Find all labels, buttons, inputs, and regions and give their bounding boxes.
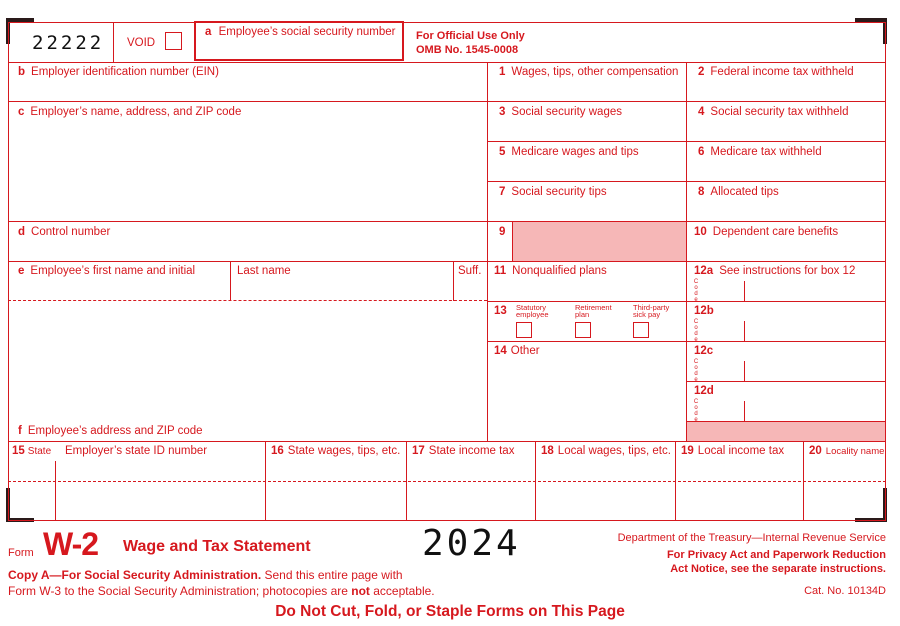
box-9-divider xyxy=(512,221,513,261)
box-1[interactable] xyxy=(499,66,678,79)
col-17-divider xyxy=(406,441,407,521)
box-13-num: 13 xyxy=(494,305,507,317)
box-12d-num: 12d xyxy=(694,385,714,397)
retirement-plan-checkbox[interactable] xyxy=(575,322,591,338)
col-16-divider xyxy=(265,441,266,521)
box-14-num: 14 xyxy=(494,345,507,357)
box-3[interactable] xyxy=(499,106,622,119)
privacy-line-1: For Privacy Act and Paperwork Reduction xyxy=(666,549,886,561)
box-10-num: 10 xyxy=(694,226,707,238)
box-15[interactable] xyxy=(12,445,51,458)
box-17-num: 17 xyxy=(412,445,425,457)
box-7[interactable] xyxy=(499,186,607,199)
form-name: W-2 xyxy=(43,526,99,562)
ssn-text: Employee’s social security number xyxy=(218,26,396,38)
box-9-shaded xyxy=(512,222,686,261)
box-18-num: 18 xyxy=(541,445,554,457)
box-19[interactable] xyxy=(681,445,784,458)
box-d-letter: d xyxy=(18,226,26,238)
frame-top xyxy=(8,22,886,23)
box-8[interactable] xyxy=(698,186,779,199)
copy-a-rest: Send this entire page with xyxy=(261,568,403,582)
lastname-divider xyxy=(230,261,231,301)
ssn-label xyxy=(205,26,395,38)
box-18[interactable] xyxy=(541,445,671,458)
box-10[interactable] xyxy=(694,226,838,239)
box-suffix[interactable]: Suff. xyxy=(458,265,482,277)
box-f[interactable] xyxy=(18,425,203,438)
box-20-num: 20 xyxy=(809,445,822,457)
box-b-label: Employer identification number (EIN) xyxy=(31,66,219,78)
box-19-num: 19 xyxy=(681,445,694,457)
box-12a-label: See instructions for box 12 xyxy=(719,265,856,277)
copy-a-not: not xyxy=(351,584,370,598)
box-b[interactable] xyxy=(18,66,219,79)
box-13-thirdparty-label: Third-party sick pay xyxy=(633,303,670,319)
box-4-num: 4 xyxy=(698,106,705,118)
box-20-label: Locality name xyxy=(825,446,885,457)
box-15-state: State xyxy=(27,446,52,457)
box-12a-num: 12a xyxy=(694,265,714,277)
code-12c-divider xyxy=(744,361,745,381)
box-8-num: 8 xyxy=(698,186,705,198)
box-d[interactable] xyxy=(18,226,110,239)
state-divider xyxy=(55,461,56,521)
box-12c[interactable] xyxy=(694,345,719,358)
box-13-retirement-label: Retirement plan xyxy=(575,303,612,319)
row-divider-11 xyxy=(8,441,886,442)
row-divider-9 xyxy=(687,381,886,382)
box-4-label: Social security tax withheld xyxy=(710,106,849,118)
box-11-num: 11 xyxy=(494,265,507,277)
box-12b-num: 12b xyxy=(694,305,714,317)
box-19-label: Local income tax xyxy=(697,445,785,457)
box-5-label: Medicare wages and tips xyxy=(511,146,639,158)
box-12c-num: 12c xyxy=(694,345,714,357)
box-4[interactable] xyxy=(698,106,848,119)
void-label: VOID xyxy=(127,37,156,49)
box-6-num: 6 xyxy=(698,146,705,158)
box-3-num: 3 xyxy=(499,106,506,118)
code-label-12d: C o d e xyxy=(693,399,699,423)
box-14-label: Other xyxy=(510,345,540,357)
box-14[interactable] xyxy=(494,345,540,358)
form-statement: Wage and Tax Statement xyxy=(123,538,311,555)
box-5[interactable] xyxy=(499,146,639,159)
copy-a-bold: Copy A—For Social Security Administration. xyxy=(8,568,262,582)
col-19-divider xyxy=(675,441,676,521)
box-b-letter: b xyxy=(18,66,26,78)
official-use-1: For Official Use Only xyxy=(416,30,525,42)
box-e-label: Employee’s first name and initial xyxy=(30,265,196,277)
box-2-label: Federal income tax withheld xyxy=(710,66,854,78)
copy-a-line2-post: acceptable. xyxy=(369,584,435,598)
form-word: Form xyxy=(8,547,34,559)
warning-text: Do Not Cut, Fold, or Staple Forms on This Page xyxy=(275,603,625,620)
box-c-letter: c xyxy=(18,106,25,118)
frame-bottom xyxy=(8,520,886,521)
box-d-label: Control number xyxy=(31,226,111,238)
col-divider-right xyxy=(686,62,687,442)
box-8-label: Allocated tips xyxy=(710,186,779,198)
privacy-line-2: Act Notice, see the separate instructions. xyxy=(670,563,886,575)
box-11-label: Nonqualified plans xyxy=(512,265,607,277)
box-7-label: Social security tips xyxy=(511,186,607,198)
row-divider-10 xyxy=(687,421,886,422)
box-17-label: State income tax xyxy=(428,445,515,457)
col-20-divider xyxy=(803,441,804,521)
box-2-num: 2 xyxy=(698,66,705,78)
box-20[interactable] xyxy=(809,445,884,458)
box-9 xyxy=(499,226,511,239)
frame-right xyxy=(885,22,886,521)
box-12a[interactable] xyxy=(694,265,855,278)
divider xyxy=(113,22,114,62)
box-1-num: 1 xyxy=(499,66,506,78)
code-label-12b: C o d e xyxy=(693,319,699,343)
code-label-12c: C o d e xyxy=(693,359,699,383)
box-e-letter: e xyxy=(18,265,25,277)
irs-dept: Department of the Treasury—Internal Revenue Service xyxy=(617,532,886,544)
code-label-12a: C o d e xyxy=(693,279,699,303)
box-7-num: 7 xyxy=(499,186,506,198)
box-15-employer-id[interactable]: Employer’s state ID number xyxy=(65,445,208,457)
dashed-divider-state xyxy=(8,481,886,482)
col-18-divider xyxy=(535,441,536,521)
dashed-divider-e xyxy=(8,300,487,301)
row-divider-2 xyxy=(8,101,886,102)
row-divider-6 xyxy=(8,261,886,262)
official-use-2: OMB No. 1545-0008 xyxy=(416,44,519,56)
ssn-letter: a xyxy=(205,26,212,38)
box-3-label: Social security wages xyxy=(511,106,622,118)
box-13 xyxy=(494,305,513,318)
box-12d-bottom-shaded xyxy=(687,422,885,441)
box-16[interactable] xyxy=(271,445,400,458)
box-f-label: Employee’s address and ZIP code xyxy=(27,425,203,437)
code-12d-divider xyxy=(744,401,745,421)
third-party-sick-pay-checkbox[interactable] xyxy=(633,322,649,338)
box-e[interactable] xyxy=(18,265,195,278)
box-12d[interactable] xyxy=(694,385,720,398)
frame-left xyxy=(8,22,9,521)
void-checkbox[interactable] xyxy=(165,32,182,50)
box-last-name[interactable]: Last name xyxy=(237,265,291,277)
box-16-num: 16 xyxy=(271,445,284,457)
copy-a-line-2 xyxy=(8,584,435,598)
box-f-letter: f xyxy=(18,425,22,437)
box-12b[interactable] xyxy=(694,305,720,318)
suff-divider xyxy=(453,261,454,301)
box-11[interactable] xyxy=(494,265,607,278)
box-6-label: Medicare tax withheld xyxy=(710,146,822,158)
box-c-label: Employer’s name, address, and ZIP code xyxy=(30,106,242,118)
copy-a-line2-pre: Form W-3 to the Social Security Administration; photocopies are xyxy=(8,584,352,598)
code-12b-divider xyxy=(744,321,745,341)
box-c[interactable] xyxy=(18,106,241,119)
box-13-statutory-label: Statutory employee xyxy=(516,303,549,319)
form-number: 22222 xyxy=(32,32,105,54)
box-2[interactable] xyxy=(698,66,854,79)
copy-a-line-1 xyxy=(8,568,403,582)
statutory-employee-checkbox[interactable] xyxy=(516,322,532,338)
code-12a-divider xyxy=(744,281,745,301)
box-6[interactable] xyxy=(698,146,822,159)
row-divider-1 xyxy=(8,62,886,63)
box-16-label: State wages, tips, etc. xyxy=(287,445,401,457)
col-divider-main xyxy=(487,62,488,442)
box-1-label: Wages, tips, other compensation xyxy=(511,66,679,78)
catalog-number: Cat. No. 10134D xyxy=(804,585,886,597)
box-10-label: Dependent care benefits xyxy=(712,226,839,238)
form-year: 2024 xyxy=(422,523,521,564)
box-15-num: 15 xyxy=(12,445,25,457)
box-9-num: 9 xyxy=(499,226,506,238)
box-5-num: 5 xyxy=(499,146,506,158)
box-18-label: Local wages, tips, etc. xyxy=(557,445,671,457)
box-17[interactable] xyxy=(412,445,514,458)
row-divider-5 xyxy=(8,221,886,222)
